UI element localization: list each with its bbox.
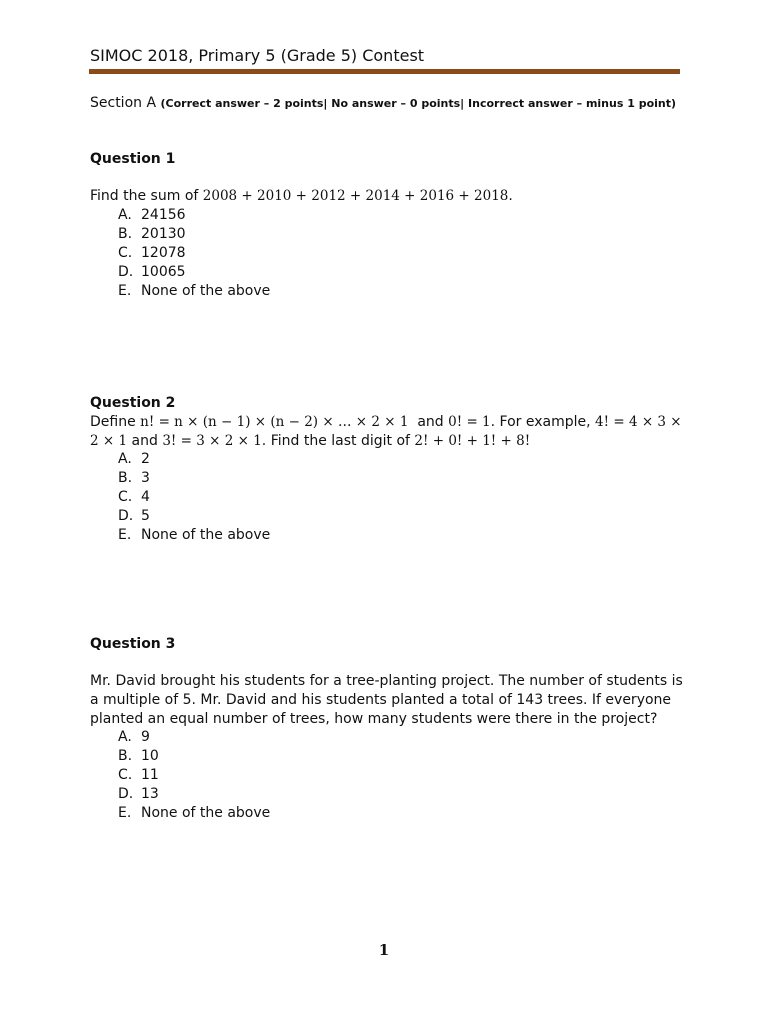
factorial-definition: n! = n × (n − 1) × (n − 2) × … × 2 × 1 <box>140 414 409 430</box>
question-1-heading: Question 1 <box>90 151 176 167</box>
question-1-option-d: D. 10065 <box>118 264 186 280</box>
question-2-options <box>118 450 270 545</box>
example-4-factorial: 4! = 4 × 3 × 2 × 1 <box>90 414 682 449</box>
document-title: SIMOC 2018, Primary 5 (Grade 5) Contest <box>90 46 425 65</box>
question-3-text: Mr. David brought his students for a tree-planting project. The number of students is a multiple of 5. Mr. David and his students planted a total of 143 trees. If everyone planted an equal number of trees, how many students were there in the project? <box>90 673 683 727</box>
question-3-option-d: D. 13 <box>118 786 159 802</box>
question-2-option-e: E. None of the above <box>118 527 271 543</box>
section-scoring-rules: (Correct answer – 2 points| No answer – 0 points| Incorrect answer – minus 1 point) <box>160 97 677 110</box>
question-1-option-e: E. None of the above <box>118 283 271 299</box>
question-3-options <box>118 728 270 823</box>
example-3-factorial: 3! = 3 × 2 × 1 <box>162 433 262 449</box>
page-number: 1 <box>378 941 390 959</box>
question-1-options <box>118 206 270 301</box>
question-2-text: Define n! = n × (n − 1) × (n − 2) × … × 2 × 1 and 0! = 1. For example, 4! = 4 × 3 × 2 × 1 and 3! = 3 × 2 × 1. Find the last digit of 2! + 0! + 1! + 8! <box>90 414 682 449</box>
header-rule <box>89 69 680 74</box>
question-3-option-e: E. None of the above <box>118 805 271 821</box>
question-2-option-b: B. 3 <box>118 470 150 486</box>
question-2-heading: Question 2 <box>90 395 176 411</box>
section-label: Section A <box>90 95 157 111</box>
question-1-text: Find the sum of 2008 + 2010 + 2012 + 2014 + 2016 + 2018. <box>90 188 513 204</box>
question-3-option-c: C. 11 <box>118 767 159 783</box>
question-3-heading: Question 3 <box>90 636 176 652</box>
question-1-expression: 2008 + 2010 + 2012 + 2014 + 2016 + 2018 <box>202 188 509 204</box>
question-3-option-a: A. 9 <box>118 729 150 745</box>
question-2-option-d: D. 5 <box>118 508 150 524</box>
question-1-option-b: B. 20130 <box>118 226 186 242</box>
section-header <box>90 95 676 111</box>
question-2-option-a: A. 2 <box>118 451 150 467</box>
zero-factorial: 0! = 1 <box>448 414 491 430</box>
question-3-option-b: B. 10 <box>118 748 159 764</box>
question-2-target-expression: 2! + 0! + 1! + 8! <box>414 433 531 449</box>
question-1-option-a: A. 24156 <box>118 207 186 223</box>
question-2-option-c: C. 4 <box>118 489 150 505</box>
question-1-option-c: C. 12078 <box>118 245 186 261</box>
